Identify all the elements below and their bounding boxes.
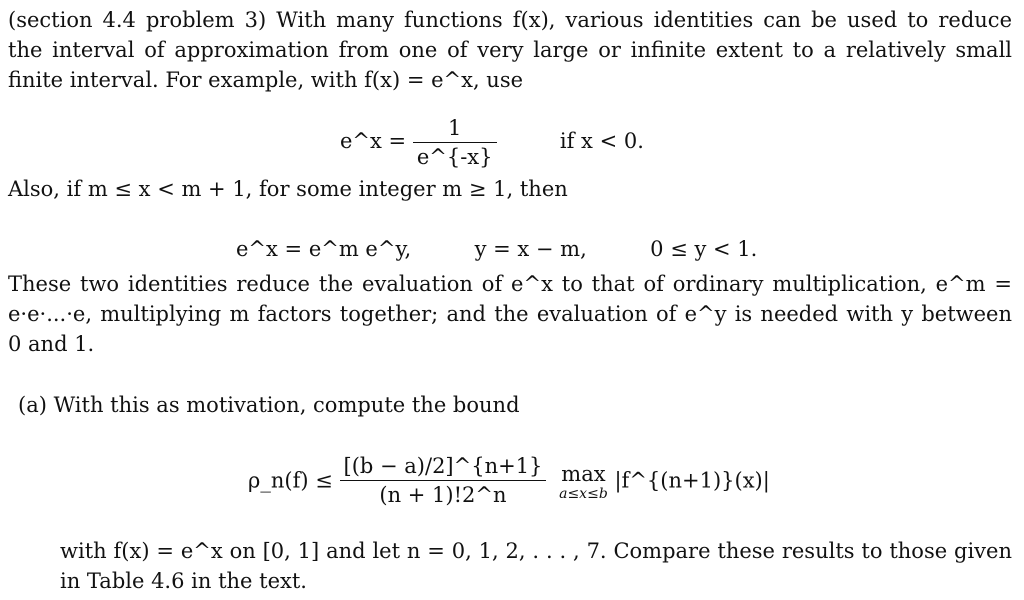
closing-line-2: in Table 4.6 in the text. [60,569,307,593]
also-line: Also, if m ≤ x < m + 1, for some integer m ≥ 1, then [8,177,568,201]
eq3-max-subscript: a≤x≤b [559,485,608,502]
eq3-numerator: [(b − a)/2]^{n+1} [340,452,547,481]
equation-reciprocal [340,114,644,171]
eq2-part-2: y = x − m, [474,237,587,261]
eq1-lhs: e^x = [340,129,407,153]
closing-paragraph [60,536,1012,596]
eq3-lhs: ρ_n(f) ≤ [248,468,333,493]
explain-line-1: These two identities reduce the evaluation of e^x to that of ordinary multiplication, e^m = [8,272,1012,296]
part-a-label: (a) [18,393,47,417]
eq3-denominator: (n + 1)!2^n [379,483,507,507]
eq2-part-3: 0 ≤ y < 1. [650,237,758,261]
eq3-rhs: |f^{(n+1)}(x)| [614,468,770,493]
eq3-max: max [561,461,606,486]
intro-paragraph [8,5,1012,95]
explain-line-2: e·e·...·e, multiplying m factors together; and the evaluation of e^y is needed with y between [8,302,1012,326]
intro-line-2: the interval of approximation from one of very large or infinite extent to a relatively small [8,38,1012,62]
eq3-max-operator [559,461,608,501]
eq1-numerator: 1 [413,114,497,143]
intro-line-1: (section 4.4 problem 3) With many functions f(x), various identities can be used to reduce [8,8,1012,32]
part-a-text: With this as motivation, compute the bound [53,393,520,417]
equation-decomposition [236,234,757,264]
eq2-part-1: e^x = e^m e^y, [236,237,412,261]
intro-line-3: finite interval. For example, with f(x) = e^x, use [8,68,524,92]
eq3-fraction [340,452,547,509]
eq1-fraction [413,114,497,171]
explain-paragraph [8,269,1012,359]
eq1-condition: if x < 0. [559,129,644,153]
closing-line-1: with f(x) = e^x on [0, 1] and let n = 0, 1, 2, . . . , 7. Compare these results to those given [60,539,1012,563]
part-a-heading [18,390,1008,420]
eq1-denominator: e^{-x} [416,145,493,169]
equation-bound [248,452,770,509]
explain-line-3: 0 and 1. [8,332,95,356]
also-paragraph [8,174,1012,204]
